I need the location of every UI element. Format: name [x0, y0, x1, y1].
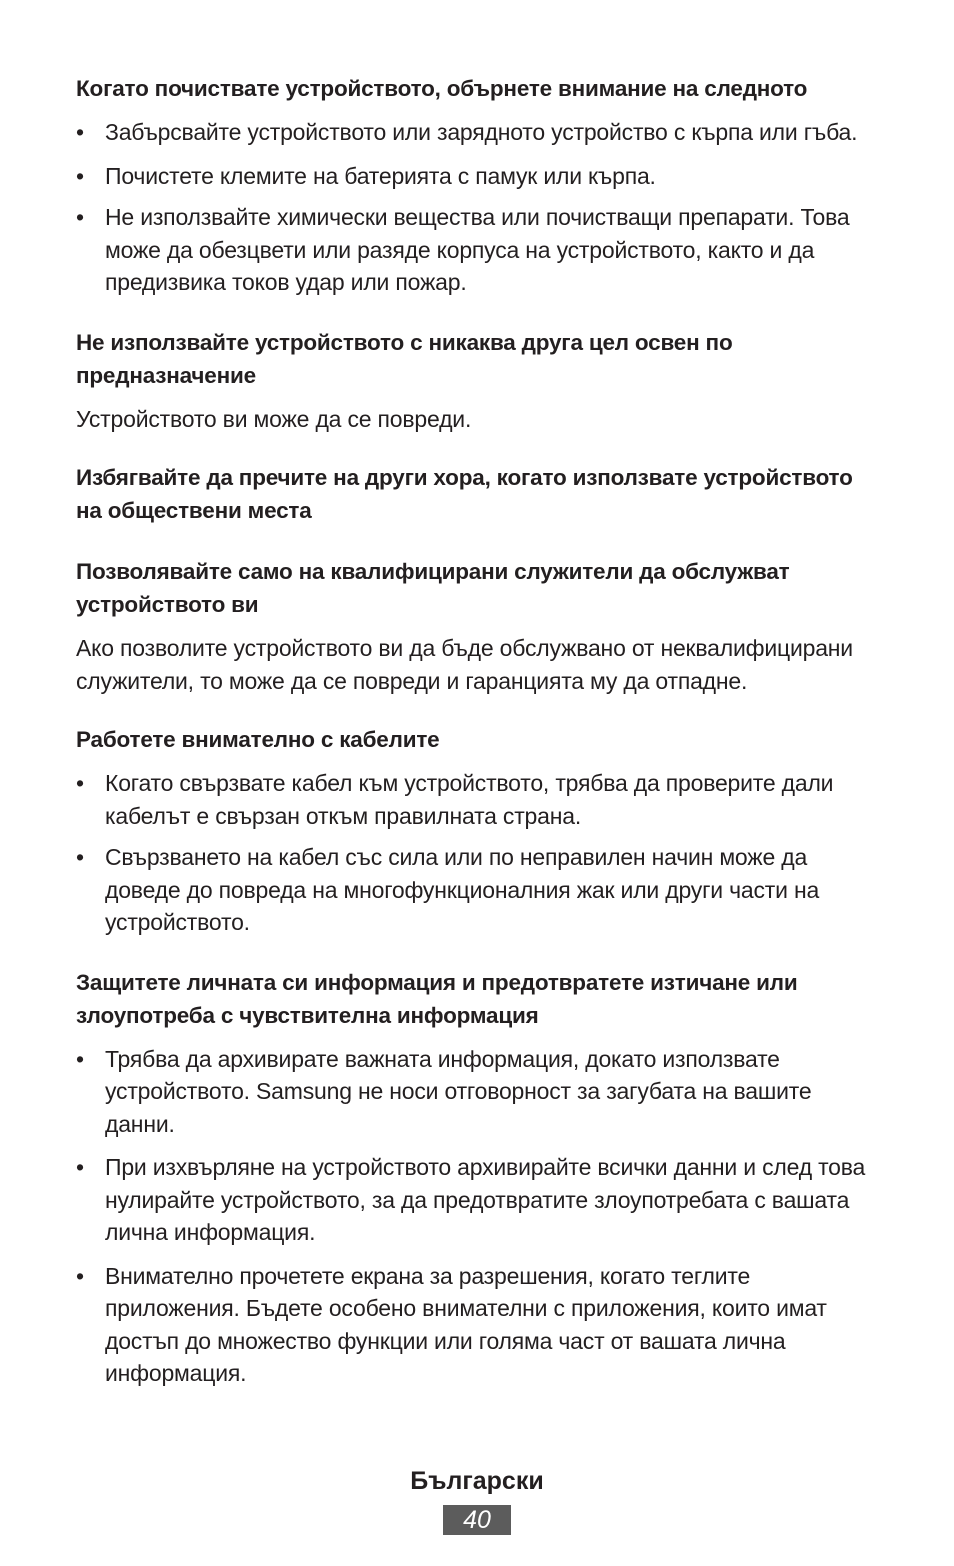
list-item: • Когато свързвате кабел към устройството, трябва да проверите дали кабелът е свързан откъм правилната страна. — [76, 767, 876, 832]
document-body — [76, 72, 876, 1390]
list-item: • Забърсвайте устройството или зарядното устройство с кърпа или гъба. — [76, 116, 876, 149]
bullet-list-cleaning — [76, 116, 876, 299]
list-item: • Не използвайте химически вещества или почистващи препарати. Това може да обезцвети или разяде корпуса на устройството, както и да предизвика токов удар или пожар. — [76, 201, 876, 299]
bullet-icon: • — [76, 162, 84, 189]
page-number-badge: 40 — [443, 1505, 511, 1535]
bullet-list-cables — [76, 767, 876, 939]
bullet-icon: • — [76, 204, 84, 230]
bullet-icon: • — [76, 119, 84, 145]
bullet-icon: • — [76, 1154, 84, 1180]
section-heading-personal-info: Защитете личната си информация и предотвратете изтичане или злоупотреба с чувствителна информация — [76, 969, 798, 1028]
section-paragraph-qualified-service: Ако позволите устройството ви да бъде обслужвано от неквалифицирани служители, то може да се повреди и гаранцията му да отпадне. — [76, 635, 853, 694]
bullet-icon: • — [76, 770, 84, 796]
bullet-icon: • — [76, 1262, 84, 1289]
bullet-icon: • — [76, 844, 84, 870]
list-item: • Почистете клемите на батерията с памук или кърпа. — [76, 160, 876, 193]
section-paragraph-intended-use: Устройството ви може да се повреди. — [76, 405, 472, 432]
list-item: • Внимателно прочетете екрана за разрешения, когато теглите приложения. Бъдете особено внимателни с приложения, които имат достъп до множество функции или голяма част от вашата лична информация. — [76, 1260, 876, 1390]
footer-language-label: Български — [410, 1467, 544, 1495]
section-heading-public-places: Избягвайте да пречите на други хора, когато използвате устройството на обществени места — [76, 465, 853, 523]
section-heading-intended-use: Не използвайте устройството с никаква друга цел освен по предназначение — [76, 329, 733, 388]
section-heading-qualified-service: Позволявайте само на квалифицирани служители да обслужват устройството ви — [76, 559, 790, 617]
list-item: • Свързването на кабел със сила или по неправилен начин може да доведе до повреда на многофункционалния жак или други части на устройството. — [76, 841, 876, 939]
list-item: • Трябва да архивирате важната информация, докато използвате устройството. Samsung не носи отговорност за загубата на вашите данни. — [76, 1043, 876, 1141]
section-heading-cables: Работете внимателно с кабелите — [76, 727, 440, 752]
bullet-list-personal-info — [76, 1043, 876, 1390]
bullet-icon: • — [76, 1045, 84, 1072]
section-heading-cleaning: Когато почиствате устройството, обърнете внимание на следното — [76, 76, 808, 101]
list-item: • При изхвърляне на устройството архивирайте всички данни и след това нулирайте устройството, за да предотвратите злоупотребата с вашата лична информация. — [76, 1151, 876, 1249]
